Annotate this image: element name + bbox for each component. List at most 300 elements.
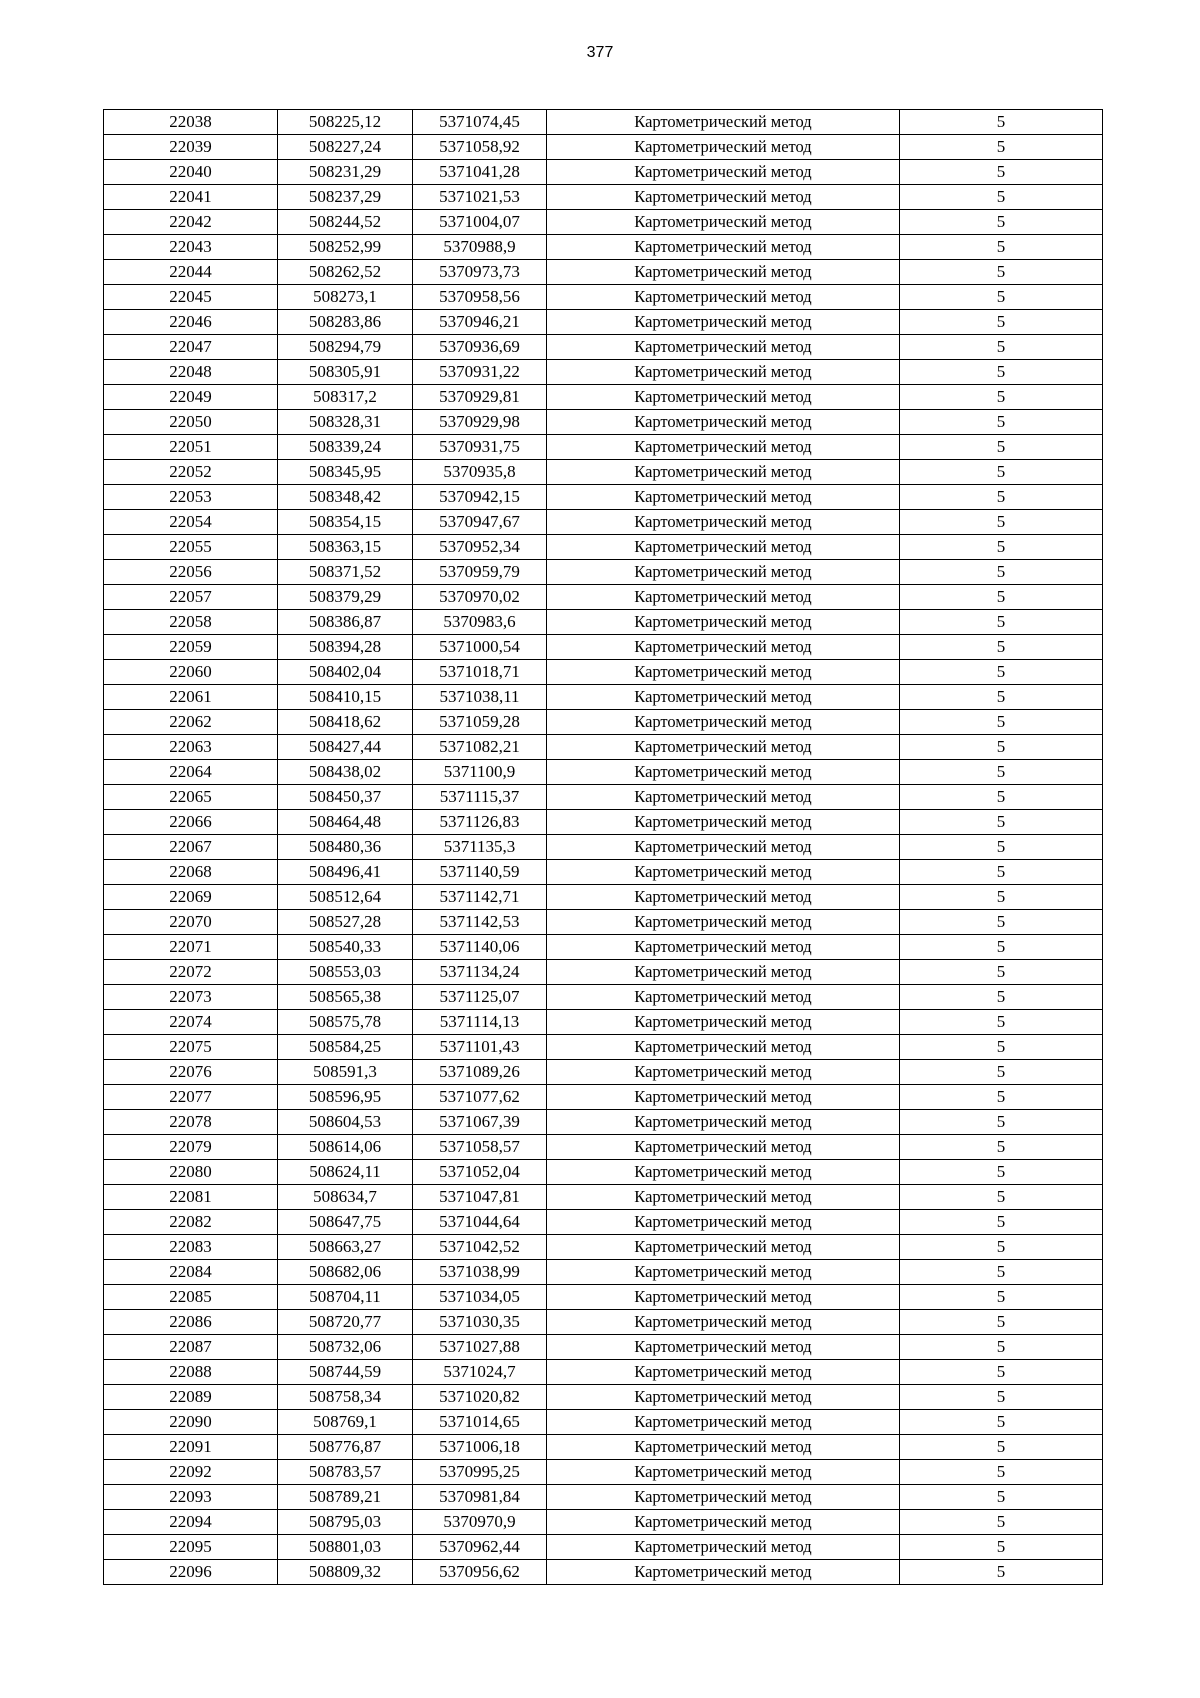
y-coordinate-cell: 5371044,64 (413, 1210, 547, 1235)
y-coordinate-cell: 5371047,81 (413, 1185, 547, 1210)
y-coordinate-cell: 5371018,71 (413, 660, 547, 685)
table-row (104, 510, 1103, 535)
method-cell: Картометрический метод (547, 935, 900, 960)
y-coordinate-cell: 5370956,62 (413, 1560, 547, 1585)
method-cell: Картометрический метод (547, 585, 900, 610)
method-cell: Картометрический метод (547, 385, 900, 410)
table-row (104, 410, 1103, 435)
accuracy-cell: 5 (900, 210, 1103, 235)
table-row (104, 1085, 1103, 1110)
y-coordinate-cell: 5371140,06 (413, 935, 547, 960)
table-row (104, 335, 1103, 360)
y-coordinate-cell: 5371041,28 (413, 160, 547, 185)
table-row (104, 710, 1103, 735)
method-cell: Картометрический метод (547, 1335, 900, 1360)
accuracy-cell: 5 (900, 1435, 1103, 1460)
table-row (104, 1510, 1103, 1535)
accuracy-cell: 5 (900, 435, 1103, 460)
accuracy-cell: 5 (900, 1410, 1103, 1435)
x-coordinate-cell: 508732,06 (278, 1335, 413, 1360)
y-coordinate-cell: 5371082,21 (413, 735, 547, 760)
y-coordinate-cell: 5371067,39 (413, 1110, 547, 1135)
method-cell: Картометрический метод (547, 760, 900, 785)
y-coordinate-cell: 5371030,35 (413, 1310, 547, 1335)
method-cell: Картометрический метод (547, 1510, 900, 1535)
accuracy-cell: 5 (900, 285, 1103, 310)
point-number-cell: 22087 (104, 1335, 278, 1360)
accuracy-cell: 5 (900, 985, 1103, 1010)
point-number-cell: 22075 (104, 1035, 278, 1060)
accuracy-cell: 5 (900, 110, 1103, 135)
accuracy-cell: 5 (900, 735, 1103, 760)
table-row (104, 760, 1103, 785)
point-number-cell: 22063 (104, 735, 278, 760)
point-number-cell: 22068 (104, 860, 278, 885)
accuracy-cell: 5 (900, 960, 1103, 985)
x-coordinate-cell: 508565,38 (278, 985, 413, 1010)
x-coordinate-cell: 508262,52 (278, 260, 413, 285)
y-coordinate-cell: 5371000,54 (413, 635, 547, 660)
method-cell: Картометрический метод (547, 160, 900, 185)
x-coordinate-cell: 508540,33 (278, 935, 413, 960)
point-number-cell: 22089 (104, 1385, 278, 1410)
point-number-cell: 22043 (104, 235, 278, 260)
accuracy-cell: 5 (900, 1310, 1103, 1335)
x-coordinate-cell: 508634,7 (278, 1185, 413, 1210)
method-cell: Картометрический метод (547, 635, 900, 660)
y-coordinate-cell: 5370952,34 (413, 535, 547, 560)
method-cell: Картометрический метод (547, 285, 900, 310)
y-coordinate-cell: 5370958,56 (413, 285, 547, 310)
y-coordinate-cell: 5370988,9 (413, 235, 547, 260)
table-row (104, 560, 1103, 585)
accuracy-cell: 5 (900, 1010, 1103, 1035)
x-coordinate-cell: 508647,75 (278, 1210, 413, 1235)
accuracy-cell: 5 (900, 585, 1103, 610)
point-number-cell: 22055 (104, 535, 278, 560)
table-row (104, 735, 1103, 760)
accuracy-cell: 5 (900, 1460, 1103, 1485)
x-coordinate-cell: 508758,34 (278, 1385, 413, 1410)
point-number-cell: 22076 (104, 1060, 278, 1085)
method-cell: Картометрический метод (547, 235, 900, 260)
x-coordinate-cell: 508801,03 (278, 1535, 413, 1560)
table-row (104, 1185, 1103, 1210)
x-coordinate-cell: 508553,03 (278, 960, 413, 985)
table-row (104, 210, 1103, 235)
table-row (104, 1310, 1103, 1335)
point-number-cell: 22050 (104, 410, 278, 435)
method-cell: Картометрический метод (547, 1160, 900, 1185)
table-row (104, 360, 1103, 385)
point-number-cell: 22082 (104, 1210, 278, 1235)
method-cell: Картометрический метод (547, 1285, 900, 1310)
accuracy-cell: 5 (900, 810, 1103, 835)
y-coordinate-cell: 5371034,05 (413, 1285, 547, 1310)
accuracy-cell: 5 (900, 260, 1103, 285)
table-row (104, 1010, 1103, 1035)
accuracy-cell: 5 (900, 1235, 1103, 1260)
y-coordinate-cell: 5371074,45 (413, 110, 547, 135)
x-coordinate-cell: 508512,64 (278, 885, 413, 910)
table-row (104, 960, 1103, 985)
x-coordinate-cell: 508584,25 (278, 1035, 413, 1060)
method-cell: Картометрический метод (547, 185, 900, 210)
x-coordinate-cell: 508317,2 (278, 385, 413, 410)
y-coordinate-cell: 5370931,22 (413, 360, 547, 385)
method-cell: Картометрический метод (547, 885, 900, 910)
point-number-cell: 22077 (104, 1085, 278, 1110)
table-row (104, 1160, 1103, 1185)
method-cell: Картометрический метод (547, 835, 900, 860)
y-coordinate-cell: 5371020,82 (413, 1385, 547, 1410)
point-number-cell: 22090 (104, 1410, 278, 1435)
table-row (104, 1260, 1103, 1285)
x-coordinate-cell: 508371,52 (278, 560, 413, 585)
method-cell: Картометрический метод (547, 1410, 900, 1435)
y-coordinate-cell: 5370936,69 (413, 335, 547, 360)
method-cell: Картометрический метод (547, 1385, 900, 1410)
x-coordinate-cell: 508354,15 (278, 510, 413, 535)
x-coordinate-cell: 508244,52 (278, 210, 413, 235)
accuracy-cell: 5 (900, 385, 1103, 410)
table-row (104, 860, 1103, 885)
y-coordinate-cell: 5371142,53 (413, 910, 547, 935)
table-row (104, 1360, 1103, 1385)
table-row (104, 835, 1103, 860)
table-row (104, 685, 1103, 710)
accuracy-cell: 5 (900, 185, 1103, 210)
point-number-cell: 22042 (104, 210, 278, 235)
table-row (104, 610, 1103, 635)
point-number-cell: 22044 (104, 260, 278, 285)
method-cell: Картометрический метод (547, 1535, 900, 1560)
method-cell: Картометрический метод (547, 685, 900, 710)
method-cell: Картометрический метод (547, 485, 900, 510)
table-row (104, 185, 1103, 210)
y-coordinate-cell: 5371027,88 (413, 1335, 547, 1360)
accuracy-cell: 5 (900, 1185, 1103, 1210)
point-number-cell: 22038 (104, 110, 278, 135)
x-coordinate-cell: 508704,11 (278, 1285, 413, 1310)
method-cell: Картометрический метод (547, 435, 900, 460)
point-number-cell: 22086 (104, 1310, 278, 1335)
y-coordinate-cell: 5370970,02 (413, 585, 547, 610)
x-coordinate-cell: 508418,62 (278, 710, 413, 735)
y-coordinate-cell: 5371058,92 (413, 135, 547, 160)
y-coordinate-cell: 5371038,99 (413, 1260, 547, 1285)
table-row (104, 1335, 1103, 1360)
point-number-cell: 22093 (104, 1485, 278, 1510)
y-coordinate-cell: 5371125,07 (413, 985, 547, 1010)
point-number-cell: 22071 (104, 935, 278, 960)
method-cell: Картометрический метод (547, 1435, 900, 1460)
point-number-cell: 22091 (104, 1435, 278, 1460)
method-cell: Картометрический метод (547, 510, 900, 535)
accuracy-cell: 5 (900, 1160, 1103, 1185)
method-cell: Картометрический метод (547, 960, 900, 985)
x-coordinate-cell: 508789,21 (278, 1485, 413, 1510)
point-number-cell: 22052 (104, 460, 278, 485)
point-number-cell: 22092 (104, 1460, 278, 1485)
y-coordinate-cell: 5371006,18 (413, 1435, 547, 1460)
accuracy-cell: 5 (900, 1385, 1103, 1410)
x-coordinate-cell: 508604,53 (278, 1110, 413, 1135)
table-row (104, 810, 1103, 835)
table-row (104, 385, 1103, 410)
method-cell: Картометрический метод (547, 1460, 900, 1485)
coordinates-table-body (104, 110, 1103, 1585)
y-coordinate-cell: 5371142,71 (413, 885, 547, 910)
table-row (104, 310, 1103, 335)
x-coordinate-cell: 508624,11 (278, 1160, 413, 1185)
point-number-cell: 22095 (104, 1535, 278, 1560)
point-number-cell: 22045 (104, 285, 278, 310)
method-cell: Картометрический метод (547, 535, 900, 560)
point-number-cell: 22039 (104, 135, 278, 160)
point-number-cell: 22057 (104, 585, 278, 610)
point-number-cell: 22081 (104, 1185, 278, 1210)
point-number-cell: 22066 (104, 810, 278, 835)
method-cell: Картометрический метод (547, 1310, 900, 1335)
x-coordinate-cell: 508809,32 (278, 1560, 413, 1585)
method-cell: Картометрический метод (547, 210, 900, 235)
accuracy-cell: 5 (900, 1260, 1103, 1285)
x-coordinate-cell: 508575,78 (278, 1010, 413, 1035)
y-coordinate-cell: 5370970,9 (413, 1510, 547, 1535)
y-coordinate-cell: 5371114,13 (413, 1010, 547, 1035)
x-coordinate-cell: 508345,95 (278, 460, 413, 485)
table-row (104, 585, 1103, 610)
y-coordinate-cell: 5370946,21 (413, 310, 547, 335)
x-coordinate-cell: 508328,31 (278, 410, 413, 435)
method-cell: Картометрический метод (547, 1185, 900, 1210)
point-number-cell: 22058 (104, 610, 278, 635)
accuracy-cell: 5 (900, 835, 1103, 860)
accuracy-cell: 5 (900, 710, 1103, 735)
x-coordinate-cell: 508720,77 (278, 1310, 413, 1335)
table-row (104, 1135, 1103, 1160)
point-number-cell: 22062 (104, 710, 278, 735)
method-cell: Картометрический метод (547, 1135, 900, 1160)
table-row (104, 1035, 1103, 1060)
table-row (104, 635, 1103, 660)
point-number-cell: 22078 (104, 1110, 278, 1135)
point-number-cell: 22054 (104, 510, 278, 535)
y-coordinate-cell: 5371052,04 (413, 1160, 547, 1185)
accuracy-cell: 5 (900, 785, 1103, 810)
table-row (104, 435, 1103, 460)
table-row (104, 1560, 1103, 1585)
accuracy-cell: 5 (900, 135, 1103, 160)
y-coordinate-cell: 5370995,25 (413, 1460, 547, 1485)
x-coordinate-cell: 508410,15 (278, 685, 413, 710)
point-number-cell: 22061 (104, 685, 278, 710)
x-coordinate-cell: 508273,1 (278, 285, 413, 310)
table-row (104, 1535, 1103, 1560)
point-number-cell: 22059 (104, 635, 278, 660)
x-coordinate-cell: 508744,59 (278, 1360, 413, 1385)
table-row (104, 1435, 1103, 1460)
method-cell: Картометрический метод (547, 660, 900, 685)
y-coordinate-cell: 5371089,26 (413, 1060, 547, 1085)
method-cell: Картометрический метод (547, 110, 900, 135)
accuracy-cell: 5 (900, 335, 1103, 360)
point-number-cell: 22085 (104, 1285, 278, 1310)
accuracy-cell: 5 (900, 910, 1103, 935)
table-row (104, 1485, 1103, 1510)
accuracy-cell: 5 (900, 410, 1103, 435)
y-coordinate-cell: 5371140,59 (413, 860, 547, 885)
x-coordinate-cell: 508496,41 (278, 860, 413, 885)
y-coordinate-cell: 5370947,67 (413, 510, 547, 535)
y-coordinate-cell: 5371134,24 (413, 960, 547, 985)
x-coordinate-cell: 508682,06 (278, 1260, 413, 1285)
method-cell: Картометрический метод (547, 910, 900, 935)
x-coordinate-cell: 508363,15 (278, 535, 413, 560)
method-cell: Картометрический метод (547, 1035, 900, 1060)
accuracy-cell: 5 (900, 760, 1103, 785)
accuracy-cell: 5 (900, 1335, 1103, 1360)
method-cell: Картометрический метод (547, 1235, 900, 1260)
accuracy-cell: 5 (900, 610, 1103, 635)
accuracy-cell: 5 (900, 935, 1103, 960)
x-coordinate-cell: 508795,03 (278, 1510, 413, 1535)
point-number-cell: 22046 (104, 310, 278, 335)
table-row (104, 460, 1103, 485)
x-coordinate-cell: 508591,3 (278, 1060, 413, 1085)
y-coordinate-cell: 5371004,07 (413, 210, 547, 235)
y-coordinate-cell: 5370929,98 (413, 410, 547, 435)
table-row (104, 935, 1103, 960)
method-cell: Картометрический метод (547, 1010, 900, 1035)
x-coordinate-cell: 508348,42 (278, 485, 413, 510)
x-coordinate-cell: 508231,29 (278, 160, 413, 185)
x-coordinate-cell: 508294,79 (278, 335, 413, 360)
accuracy-cell: 5 (900, 1285, 1103, 1310)
y-coordinate-cell: 5371077,62 (413, 1085, 547, 1110)
method-cell: Картометрический метод (547, 1260, 900, 1285)
point-number-cell: 22094 (104, 1510, 278, 1535)
accuracy-cell: 5 (900, 1110, 1103, 1135)
point-number-cell: 22053 (104, 485, 278, 510)
table-row (104, 235, 1103, 260)
point-number-cell: 22040 (104, 160, 278, 185)
y-coordinate-cell: 5370962,44 (413, 1535, 547, 1560)
point-number-cell: 22073 (104, 985, 278, 1010)
y-coordinate-cell: 5370929,81 (413, 385, 547, 410)
table-row (104, 160, 1103, 185)
x-coordinate-cell: 508769,1 (278, 1410, 413, 1435)
point-number-cell: 22088 (104, 1360, 278, 1385)
method-cell: Картометрический метод (547, 1360, 900, 1385)
y-coordinate-cell: 5370935,8 (413, 460, 547, 485)
point-number-cell: 22074 (104, 1010, 278, 1035)
accuracy-cell: 5 (900, 660, 1103, 685)
y-coordinate-cell: 5370983,6 (413, 610, 547, 635)
x-coordinate-cell: 508252,99 (278, 235, 413, 260)
method-cell: Картометрический метод (547, 260, 900, 285)
table-row (104, 135, 1103, 160)
accuracy-cell: 5 (900, 485, 1103, 510)
y-coordinate-cell: 5371126,83 (413, 810, 547, 835)
method-cell: Картометрический метод (547, 410, 900, 435)
point-number-cell: 22070 (104, 910, 278, 935)
table-row (104, 1460, 1103, 1485)
accuracy-cell: 5 (900, 1210, 1103, 1235)
method-cell: Картометрический метод (547, 610, 900, 635)
y-coordinate-cell: 5370959,79 (413, 560, 547, 585)
table-row (104, 1210, 1103, 1235)
accuracy-cell: 5 (900, 635, 1103, 660)
accuracy-cell: 5 (900, 1060, 1103, 1085)
y-coordinate-cell: 5371058,57 (413, 1135, 547, 1160)
point-number-cell: 22064 (104, 760, 278, 785)
x-coordinate-cell: 508480,36 (278, 835, 413, 860)
method-cell: Картометрический метод (547, 1110, 900, 1135)
y-coordinate-cell: 5371021,53 (413, 185, 547, 210)
accuracy-cell: 5 (900, 235, 1103, 260)
x-coordinate-cell: 508783,57 (278, 1460, 413, 1485)
accuracy-cell: 5 (900, 1085, 1103, 1110)
point-number-cell: 22080 (104, 1160, 278, 1185)
accuracy-cell: 5 (900, 1510, 1103, 1535)
method-cell: Картометрический метод (547, 860, 900, 885)
method-cell: Картометрический метод (547, 360, 900, 385)
table-row (104, 1110, 1103, 1135)
y-coordinate-cell: 5370942,15 (413, 485, 547, 510)
x-coordinate-cell: 508596,95 (278, 1085, 413, 1110)
x-coordinate-cell: 508663,27 (278, 1235, 413, 1260)
y-coordinate-cell: 5371038,11 (413, 685, 547, 710)
table-row (104, 1385, 1103, 1410)
x-coordinate-cell: 508305,91 (278, 360, 413, 385)
method-cell: Картометрический метод (547, 1210, 900, 1235)
accuracy-cell: 5 (900, 1135, 1103, 1160)
x-coordinate-cell: 508379,29 (278, 585, 413, 610)
method-cell: Картометрический метод (547, 985, 900, 1010)
method-cell: Картометрический метод (547, 710, 900, 735)
method-cell: Картометрический метод (547, 460, 900, 485)
table-row (104, 985, 1103, 1010)
point-number-cell: 22056 (104, 560, 278, 585)
point-number-cell: 22067 (104, 835, 278, 860)
accuracy-cell: 5 (900, 1035, 1103, 1060)
accuracy-cell: 5 (900, 1485, 1103, 1510)
accuracy-cell: 5 (900, 685, 1103, 710)
x-coordinate-cell: 508450,37 (278, 785, 413, 810)
table-row (104, 1410, 1103, 1435)
x-coordinate-cell: 508402,04 (278, 660, 413, 685)
y-coordinate-cell: 5370931,75 (413, 435, 547, 460)
accuracy-cell: 5 (900, 360, 1103, 385)
point-number-cell: 22069 (104, 885, 278, 910)
y-coordinate-cell: 5371042,52 (413, 1235, 547, 1260)
x-coordinate-cell: 508237,29 (278, 185, 413, 210)
method-cell: Картометрический метод (547, 1485, 900, 1510)
accuracy-cell: 5 (900, 860, 1103, 885)
point-number-cell: 22096 (104, 1560, 278, 1585)
table-row (104, 660, 1103, 685)
table-row (104, 535, 1103, 560)
accuracy-cell: 5 (900, 510, 1103, 535)
point-number-cell: 22065 (104, 785, 278, 810)
x-coordinate-cell: 508427,44 (278, 735, 413, 760)
y-coordinate-cell: 5371115,37 (413, 785, 547, 810)
table-row (104, 1060, 1103, 1085)
y-coordinate-cell: 5371059,28 (413, 710, 547, 735)
x-coordinate-cell: 508339,24 (278, 435, 413, 460)
